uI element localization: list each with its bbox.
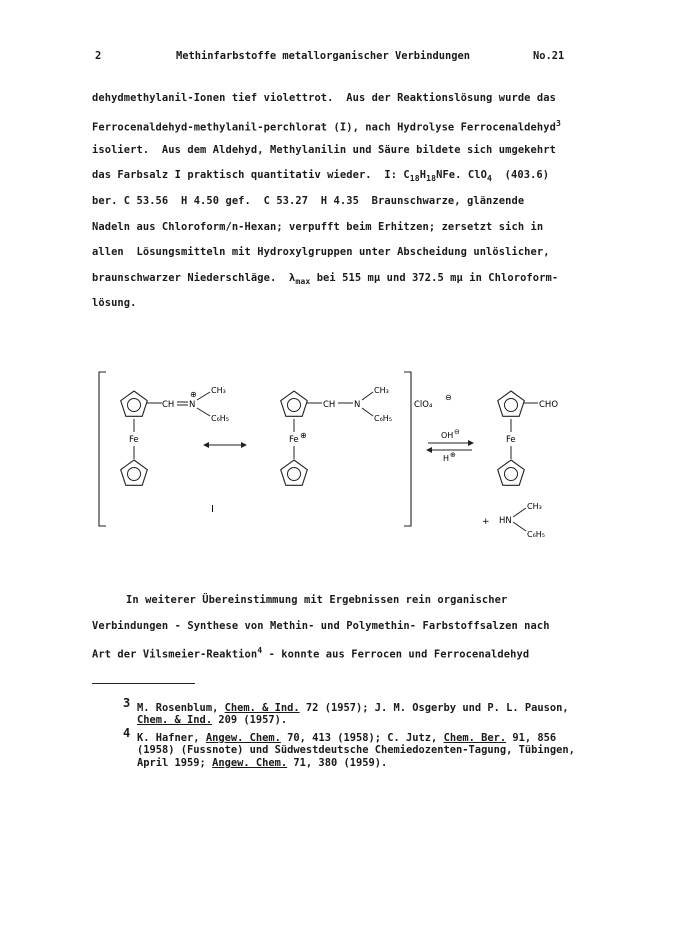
text-span: - konnte aus Ferrocen und Ferrocenaldehyd (262, 648, 530, 661)
text-span: 209 (1957). (212, 714, 288, 726)
text-line: Nadeln aus Chloroform/n-Hexan; verpufft beim Erhitzen; zersetzt sich in (92, 221, 544, 233)
text-line: ber. C 53.56 H 4.50 gef. C 53.27 H 4.35 Braunschwarze, glänzende (92, 195, 525, 207)
text-line: isoliert. Aus dem Aldehyd, Methylanilin und Säure bildete sich umgekehrt (92, 144, 556, 156)
equilibrium-arrows (426, 428, 474, 463)
text-span: K. Hafner, (137, 732, 206, 744)
footnote-rule (92, 683, 195, 684)
plus-charge: ⊕ (300, 431, 307, 440)
text-span: April 1959; (137, 757, 213, 769)
plus-charge: ⊕ (450, 451, 456, 459)
text-line: In weiterer Übereinstimmung mit Ergebnissen rein organischer (126, 594, 508, 606)
c6h5-label: C₆H₅ (374, 414, 393, 423)
counterion: ClO₄ (414, 400, 433, 410)
journal-abbrev: Angew. Chem. (205, 732, 281, 744)
text-span: 72 (1957); J. M. Osgerby und P. L. Pauson, (299, 702, 569, 714)
reaction-scheme (0, 360, 680, 550)
cho-label: CHO (539, 400, 559, 410)
page-number: 2 (95, 50, 102, 62)
text-line (92, 118, 561, 133)
plus-sign: + (482, 517, 490, 527)
text-line: dehydmethylanil-Ionen tief violettrot. Aus der Reaktionslösung wurde das (92, 92, 556, 104)
text-line (92, 645, 529, 660)
journal-abbrev: Chem. & Ind. (224, 702, 300, 714)
subscript: 18 (409, 173, 420, 184)
formula-line (92, 169, 549, 183)
footnote-line: (1958) (Fussnote) und Südwestdeutsche Chemiedozenten-Tagung, Tübingen, (137, 744, 575, 756)
n-label: N (354, 400, 361, 410)
footnote-line (137, 702, 569, 714)
fe-label: Fe (506, 435, 516, 445)
issue-number: No.21 (533, 50, 565, 62)
compound-label: I (211, 504, 214, 515)
ch3-label: CH₃ (374, 386, 389, 395)
text-line: lösung. (92, 297, 137, 309)
journal-abbrev: Chem. Ber. (443, 732, 507, 744)
hn-label: HN (499, 516, 512, 526)
ch3-label: CH₃ (211, 386, 226, 395)
footnote-line (137, 757, 387, 769)
c6h5-label: C₆H₅ (527, 530, 546, 539)
text-span: 70, 413 (1958); C. Jutz, (280, 732, 444, 744)
structure-2 (281, 386, 392, 485)
minus-charge: ⊖ (454, 428, 460, 436)
product-methylaniline (482, 502, 545, 539)
text-span: Art der Vilsmeier-Reaktion (92, 648, 258, 661)
text-span: NFe. ClO (436, 169, 487, 181)
minus-charge: ⊖ (445, 393, 452, 402)
c6h5-label: C₆H₅ (211, 414, 230, 423)
text-line (92, 272, 558, 286)
subscript: 18 (426, 173, 437, 184)
ch3-label: CH₃ (527, 502, 542, 511)
text-span: M. Rosenblum, (137, 702, 225, 714)
oh-label: OH (441, 431, 454, 440)
ch-label: CH (323, 400, 336, 410)
footnote-number: 4 (123, 726, 131, 740)
structure-1 (121, 386, 229, 485)
fe-label: Fe (289, 435, 299, 445)
subscript: 4 (486, 173, 492, 184)
text-span: 71, 380 (1959). (287, 757, 388, 769)
journal-abbrev: Chem. & Ind. (137, 714, 213, 726)
footnote-line (137, 732, 556, 744)
footnote-line (137, 714, 287, 726)
text-span: (403.6) (491, 169, 550, 181)
footnote-ref-4: 4 (257, 645, 263, 655)
text-line: Verbindungen - Synthese von Methin- und Polymethin- Farbstoffsalzen nach (92, 620, 550, 632)
plus-charge: ⊕ (190, 390, 197, 399)
left-bracket (99, 372, 106, 526)
h-label: H (443, 454, 450, 463)
product-aldehyde (498, 391, 559, 485)
resonance-arrow (203, 442, 247, 448)
text-span: 91, 856 (506, 732, 557, 744)
n-label: N (189, 400, 196, 410)
text-span: braunschwarzer Niederschläge. λ (92, 272, 296, 284)
fe-label: Fe (129, 435, 139, 445)
footnote-ref-3: 3 (555, 118, 561, 128)
text-span: bei 515 mμ und 372.5 mμ in Chloroform- (310, 272, 559, 284)
footnote-number: 3 (123, 696, 131, 710)
text-span: H (419, 169, 427, 181)
journal-abbrev: Angew. Chem. (212, 757, 288, 769)
text-line: allen Lösungsmitteln mit Hydroxylgruppen unter Abscheidung unlöslicher, (92, 246, 550, 258)
running-title: Methinfarbstoffe metallorganischer Verbindungen (176, 50, 471, 62)
ch-label: CH (162, 400, 175, 410)
right-bracket (404, 372, 411, 526)
subscript: max (295, 276, 311, 287)
text-span: das Farbsalz I praktisch quantitativ wieder. I: C (92, 169, 410, 181)
text-span: Ferrocenaldehyd-methylanil-perchlorat (I), nach Hydrolyse Ferrocenaldehyd (92, 121, 556, 134)
